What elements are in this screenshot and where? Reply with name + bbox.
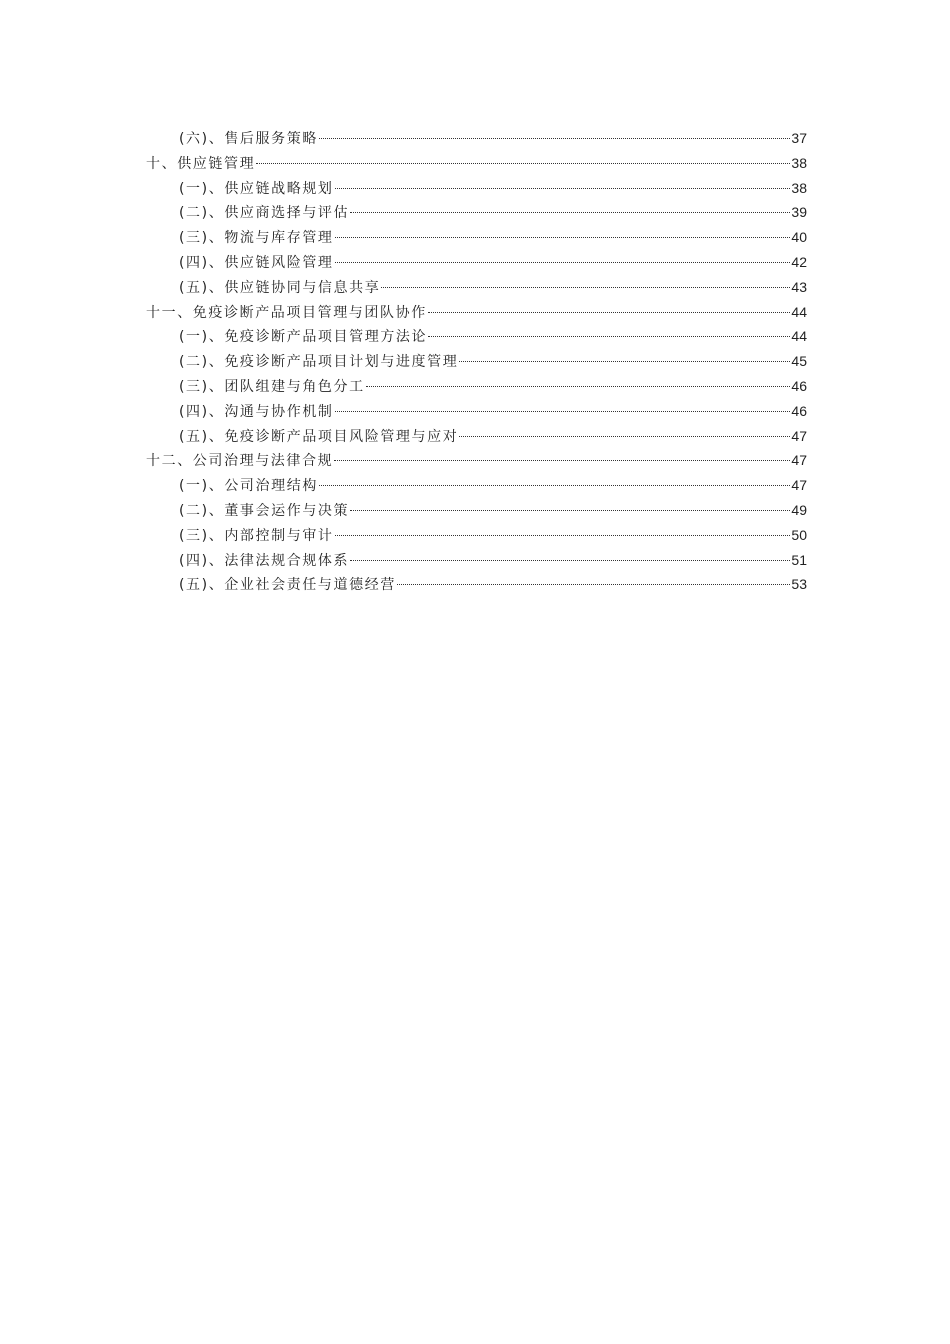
toc-dot-leader [335, 188, 791, 189]
toc-page-number: 42 [791, 253, 807, 270]
toc-dot-leader [319, 485, 790, 486]
toc-entry[interactable] [146, 548, 807, 573]
toc-entry[interactable] [146, 424, 807, 449]
toc-entry-title: (一)、公司治理结构 [179, 478, 318, 495]
toc-dot-leader [350, 212, 790, 213]
toc-entry[interactable] [146, 448, 807, 473]
toc-entry[interactable] [146, 473, 807, 498]
toc-dot-leader [459, 436, 790, 437]
toc-entry-title: (三)、物流与库存管理 [179, 230, 334, 247]
toc-entry[interactable] [146, 126, 807, 151]
toc-dot-leader [350, 510, 790, 511]
toc-entry-title: (二)、董事会运作与决策 [179, 502, 350, 519]
toc-dot-leader [381, 287, 790, 288]
toc-entry[interactable] [146, 250, 807, 275]
toc-page-number: 46 [791, 377, 807, 394]
toc-page-number: 50 [791, 526, 807, 543]
toc-dot-leader [335, 262, 791, 263]
toc-dot-leader [428, 312, 791, 313]
toc-entry-title: 十一、免疫诊断产品项目管理与团队协作 [146, 304, 427, 321]
toc-entry-title: (一)、免疫诊断产品项目管理方法论 [179, 329, 428, 346]
toc-entry[interactable] [146, 374, 807, 399]
toc-page-number: 47 [791, 427, 807, 444]
toc-entry-title: (五)、供应链协同与信息共享 [179, 279, 381, 296]
toc-entry[interactable] [146, 275, 807, 300]
toc-entry[interactable] [146, 200, 807, 225]
toc-page-number: 43 [791, 278, 807, 295]
toc-entry-title: (二)、供应商选择与评估 [179, 205, 350, 222]
toc-page-number: 45 [791, 353, 807, 370]
toc-page-number: 53 [791, 576, 807, 593]
toc-page-number: 51 [791, 551, 807, 568]
toc-entry[interactable] [146, 151, 807, 176]
toc-dot-leader [366, 386, 791, 387]
toc-entry-title: (四)、法律法规合规体系 [179, 552, 350, 569]
toc-entry-title: (三)、团队组建与角色分工 [179, 378, 365, 395]
toc-entry-title: (五)、免疫诊断产品项目风险管理与应对 [179, 428, 459, 445]
toc-dot-leader [335, 535, 791, 536]
toc-page-number: 37 [791, 130, 807, 146]
toc-entry-title: (四)、供应链风险管理 [179, 254, 334, 271]
toc-entry-title: (六)、售后服务策略 [179, 131, 318, 147]
toc-page-number: 38 [791, 154, 807, 171]
toc-entry[interactable] [146, 300, 807, 325]
toc-page-number: 44 [791, 303, 807, 320]
toc-entry[interactable] [146, 225, 807, 250]
toc-entry-title: 十二、公司治理与法律合规 [146, 453, 334, 470]
toc-page-number: 39 [791, 204, 807, 221]
toc-entry[interactable] [146, 399, 807, 424]
toc-entry[interactable] [146, 176, 807, 201]
toc-page-number: 46 [791, 402, 807, 419]
toc-entry-title: (一)、供应链战略规划 [179, 180, 334, 197]
toc-entry-title: 十、供应链管理 [146, 155, 256, 172]
toc-dot-leader [335, 237, 791, 238]
toc-entry-title: (五)、企业社会责任与道德经营 [179, 577, 396, 594]
toc-page-number: 47 [791, 452, 807, 469]
toc-dot-leader [334, 460, 790, 461]
toc-page-number: 40 [791, 229, 807, 246]
toc-entry[interactable] [146, 498, 807, 523]
toc-dot-leader [459, 361, 790, 362]
toc-page-number: 47 [791, 477, 807, 494]
toc-entry[interactable] [146, 324, 807, 349]
toc-entry-title: (二)、免疫诊断产品项目计划与进度管理 [179, 354, 459, 371]
toc-dot-leader [256, 163, 790, 164]
toc-entry-title: (四)、沟通与协作机制 [179, 403, 334, 420]
toc-page-number: 44 [791, 328, 807, 345]
toc-entry-title: (三)、内部控制与审计 [179, 527, 334, 544]
toc-dot-leader [335, 411, 791, 412]
toc-entry[interactable] [146, 572, 807, 597]
toc-entry[interactable] [146, 523, 807, 548]
toc-page-number: 49 [791, 501, 807, 518]
table-of-contents [146, 126, 807, 597]
toc-dot-leader [397, 584, 790, 585]
toc-page-number: 38 [791, 179, 807, 196]
toc-dot-leader [319, 138, 790, 139]
toc-dot-leader [428, 336, 790, 337]
toc-dot-leader [350, 560, 790, 561]
toc-entry[interactable] [146, 349, 807, 374]
